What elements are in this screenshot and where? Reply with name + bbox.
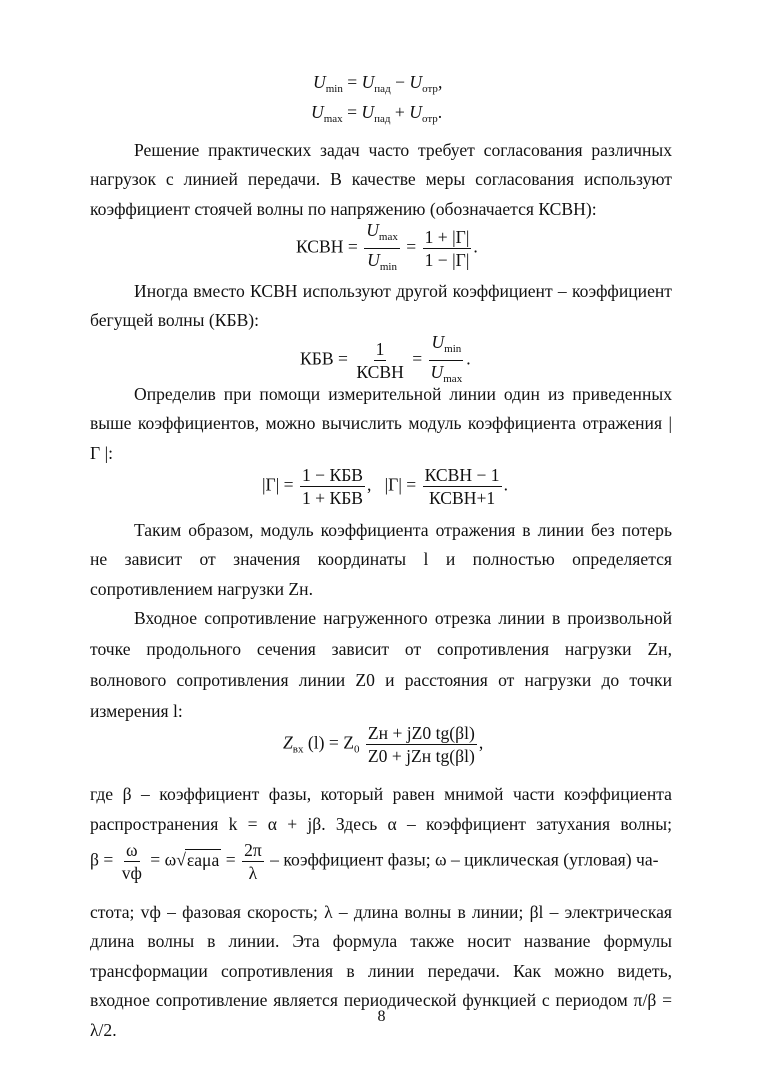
fraction: $\frac{Zн + jZ0 tg(\beta l)}{\text{Z0 + jZн tg(βl)}}$ xyxy=(367,723,475,766)
fraction: $\frac{U_{min}}{U_{max}}$ xyxy=(430,332,463,385)
sqrt-expression: εaμa xyxy=(186,849,220,870)
fraction: $\frac{\omega}{vф}$ xyxy=(121,840,142,883)
paragraph-phase-line1: где β – коэффициент фазы, который равен мнимой части коэффициента xyxy=(90,784,672,804)
paragraph-lossless: Таким образом, модуль коэффициента отражения в линии без потерь не зависит от значения координаты l и полностью определяется сопротивлением нагрузки Zн. xyxy=(90,520,672,599)
equation-input-impedance: $Z_{вх}$ $(l) = Z_0$ $\frac{Zн + jZ0 tg(\beta l)}{\text{Z0 + jZн tg(βl)}}$ , xyxy=(283,723,484,766)
fraction: $\frac{\text{КСВН − 1}}{\text{КСВН+1}}$ xyxy=(424,465,500,508)
paragraph-frequency: стота; vф – фазовая скорость; λ – длина волны в линии; βl – электрическая длина волны в линии. Эта формула также носит название формулы трансформации сопротивления в линии передачи. Как можно видеть, входное сопротивление является периодической функцией с периодом π/β = λ/2. xyxy=(90,902,672,1040)
paragraph-input-impedance: Входное сопротивление нагруженного отрезка линии в произвольной точке продольного сечения зависит от сопротивления нагрузки Zн, волнового сопротивления линии Z0 и расстояния от нагрузки до точки измерения l: xyxy=(90,608,672,721)
paragraph-reflection-intro: Определив при помощи измерительной линии один из приведенных выше коэффициентов, можно вычислить модуль коэффициента отражения | Γ |: xyxy=(90,384,672,463)
fraction: $\frac{1 + |\Gamma|}{1 - |\Gamma|}$ xyxy=(424,227,470,270)
paragraph-kbv-intro: Иногда вместо КСВН используют другой коэффициент – коэффициент бегущей волны (КБВ): xyxy=(90,281,672,331)
fraction: $\frac{1}{\text{КСВН}}$ xyxy=(356,339,404,382)
paragraph-matching: Решение практических задач часто требует согласования различных нагрузок с линией передачи. В качестве меры согласования используют коэффициент стоячей волны по напряжению (обозначается КСВН): xyxy=(90,140,672,219)
equation-ksvn: КСВН = $\frac{U_{max}}{U_{min}}$ = $\frac{1 + |\Gamma|}{1 - |\Gamma|}$ . xyxy=(296,220,478,277)
equation-beta-line: β = $\frac{\omega}{vф}$ = ω√εaμa = $\frac{2\pi}{\lambda}$ – коэффициент фазы; ω – циклическая (угловая) ча- xyxy=(90,840,659,883)
phase-text-tail: – коэффициент фазы; ω – циклическая (угловая) ча- xyxy=(265,849,659,870)
page-number: 8 xyxy=(377,1008,386,1025)
equation-umax: $U_{max} = U_{пад} + U_{отр}$. xyxy=(311,102,443,125)
fraction: $\frac{2\pi}{\lambda}$ xyxy=(244,840,262,883)
equation-umin: $U_{min} = U_{пад} - U_{отр}$, xyxy=(313,72,443,95)
fraction: $\frac{U_{max}}{U_{min}}$ xyxy=(366,220,398,273)
equation-gamma: |Γ| = $\frac{\text{1 − КБВ}}{\text{1 + КБВ}}$ , |Γ| = $\frac{\text{КСВН − 1}}{\text{КСВН+1}}$ . xyxy=(262,465,509,508)
fraction: $\frac{\text{1 − КБВ}}{\text{1 + КБВ}}$ xyxy=(301,465,364,508)
paragraph-phase-line2: распространения k = α + jβ. Здесь α – коэффициент затухания волны; xyxy=(90,814,672,834)
equation-kbv: КБВ = $\frac{1}{\text{КСВН}}$ = $\frac{U_{min}}{U_{max}}$ . xyxy=(300,332,471,389)
